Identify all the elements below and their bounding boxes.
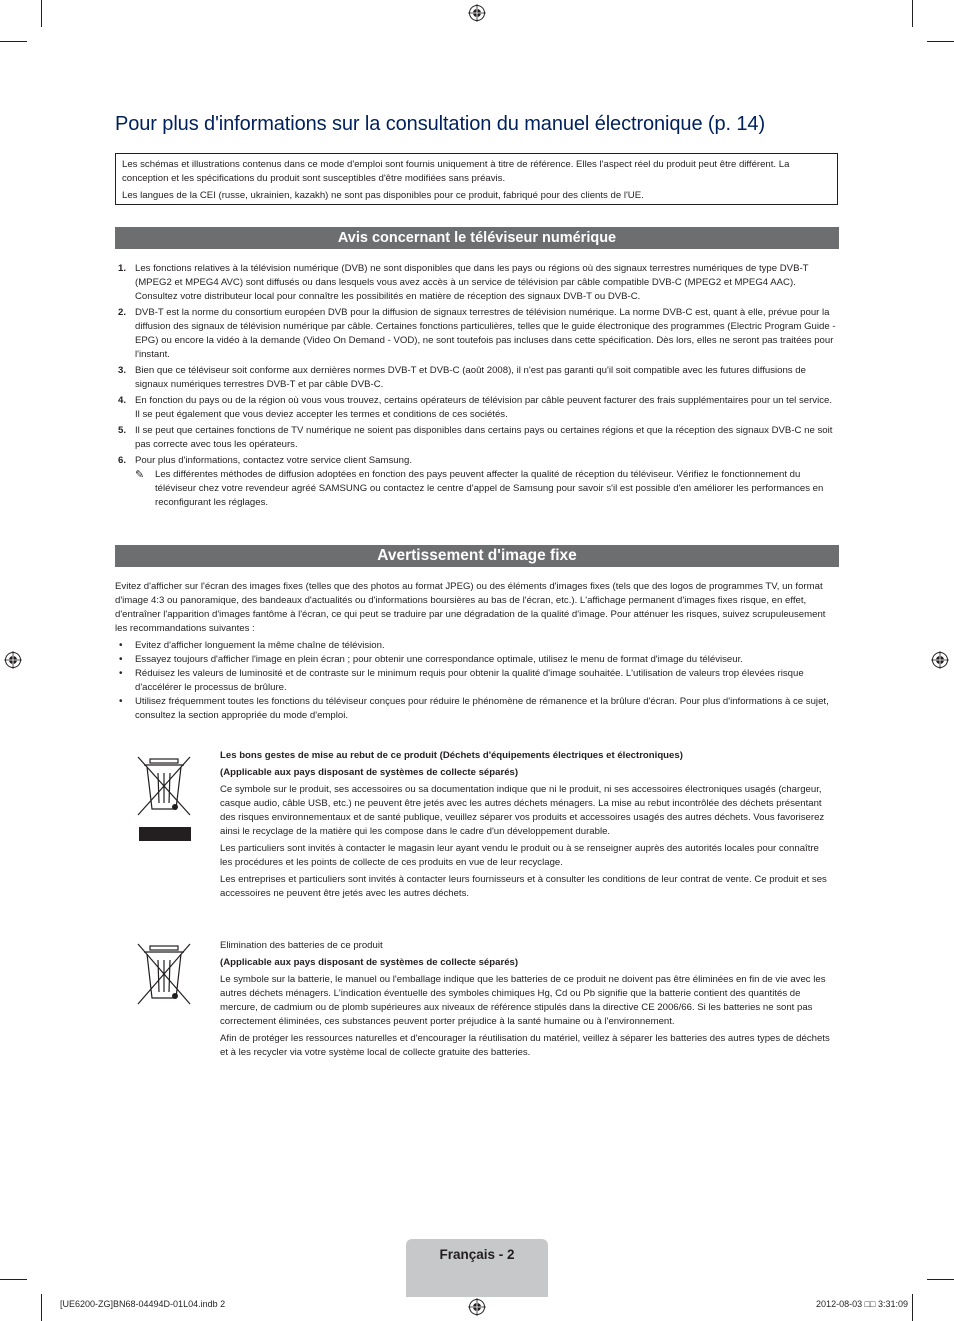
registration-mark-icon	[931, 651, 949, 669]
bullet-item: • Evitez d'afficher longuement la même chaîne de télévision.	[115, 639, 839, 653]
bullet-item: • Essayez toujours d'afficher l'image en plein écran ; pour obtenir une correspondance optimale, utilisez le menu de format d'image du téléviseur.	[115, 653, 839, 667]
item-number: 6.	[118, 455, 127, 466]
item-number: 5.	[118, 425, 127, 436]
battery-paragraph: Le symbole sur la batterie, le manuel ou l'emballage indique que les batteries de ce produit ne doivent pas être éliminées en fin de vie avec les autres déchets ménagers. L'indication éventuelle des symboles chimiques Hg, Cd ou Pb signifie que la batterie contient des quantités de mercure, de cadmium ou de plomb supérieures aux niveaux de référence stipulés dans la directive CE 2006/66. Si les batteries ne sont pas correctement éliminées, ces substances peuvent porter préjudice à la santé humaine ou à l'environnement.	[220, 974, 826, 1027]
weee-title: Les bons gestes de mise au rebut de ce produit (Déchets d'équipements électriques et électroniques)	[220, 750, 683, 761]
list-item	[115, 364, 839, 392]
crop-mark	[927, 41, 954, 42]
page-label: Français - 2	[439, 1247, 515, 1262]
sub-note	[135, 468, 839, 510]
list-item	[115, 454, 839, 510]
list-item	[115, 424, 839, 452]
item-number: 1.	[118, 263, 127, 274]
still-image-bullets	[115, 639, 839, 723]
crop-mark	[927, 1279, 954, 1280]
registration-mark-icon	[468, 4, 486, 22]
item-number: 3.	[118, 365, 127, 376]
weee-paragraph: Les particuliers sont invités à contacter le magasin leur ayant vendu le produit ou à se renseigner auprès des autorités locales pour connaître les procédures et les points de collecte de ces produits en vue de leur recyclage.	[220, 843, 819, 868]
section-heading-still-image: Avertissement d'image fixe	[115, 545, 839, 567]
crop-mark	[912, 0, 913, 27]
item-text: Les fonctions relatives à la télévision numérique (DVB) ne sont disponibles que dans les pays ou régions où des signaux terrestres numériques de type DVB-T (MPEG2 et MPEG4 AVC) sont diffusés ou dans lesquels vous avez accès à un service de télévision par câble compatible DVB-C (MPEG2 et MPEG4 AAC). Consultez votre distributeur local pour connaître les possibilités en matière de réception des signaux DVB-T ou DVB-C.	[135, 263, 809, 302]
crop-mark	[41, 0, 42, 27]
notice-text: Les langues de la CEI (russe, ukrainien, kazakh) ne sont pas disponibles pour ce produit, fabriqué pour des clients de l'UE.	[122, 190, 644, 201]
item-number: 4.	[118, 395, 127, 406]
list-item	[115, 306, 839, 362]
crop-mark	[0, 1279, 27, 1280]
battery-subtitle: (Applicable aux pays disposant de systèmes de collecte séparés)	[220, 957, 519, 968]
digital-tv-list	[115, 262, 839, 512]
registration-mark-icon	[4, 651, 22, 669]
weee-paragraph: Les entreprises et particuliers sont invités à contacter leurs fournisseurs et à consulter les conditions de leur contrat de vente. Ce produit et ses accessoires ne peuvent être jetés avec les autres déchets.	[220, 874, 827, 899]
weee-paragraph: Ce symbole sur le produit, ses accessoires ou sa documentation indique que ni le produit, ni ses accessoires électroniques usagés (chargeur, casque audio, câble USB, etc.) ne peuvent être jetés avec les autres déchets ménagers. La mise au rebut incontrôlée des déchets présentant des risques environnementaux et de santé publique, veuillez séparer vos produits et accessoires usagés des autres déchets. Vous favoriserez ainsi le recyclage de la matière qui les compose dans le cadre d'un développement durable.	[220, 784, 825, 837]
item-text: Il se peut que certaines fonctions de TV numérique ne soient pas disponibles dans certains pays ou certaines régions et que la réception des signaux DVB-C ne soit pas correcte avec tous les opérateurs.	[135, 425, 833, 450]
page-title: Pour plus d'informations sur la consultation du manuel électronique (p. 14)	[115, 113, 766, 135]
page-number-tab	[406, 1239, 548, 1297]
crop-mark	[912, 1294, 913, 1321]
weee-subtitle: (Applicable aux pays disposant de systèmes de collecte séparés)	[220, 767, 519, 778]
list-item	[115, 394, 839, 422]
item-text: Pour plus d'informations, contactez votre service client Samsung.	[135, 455, 412, 466]
battery-paragraph: Afin de protéger les ressources naturelles et d'encourager la réutilisation du matériel, veillez à séparer les batteries des autres types de déchets et à les recycler via votre système local de collecte gratuite des batteries.	[220, 1033, 830, 1058]
pencil-note-icon: ✎	[135, 469, 145, 481]
notice-box	[115, 153, 838, 205]
item-number: 2.	[118, 307, 127, 318]
print-slug-right: 2012-08-03 □□ 3:31:09	[816, 1299, 908, 1309]
note-text: Les différentes méthodes de diffusion adoptées en fonction des pays peuvent affecter la qualité de réception du téléviseur. Vérifiez le fonctionnement du téléviseur chez votre revendeur agréé SAMSUNG ou contactez le centre d'appel de Samsung pour savoir s'il est possible d'en améliorer les performances en reconfigurant les réglages.	[155, 469, 824, 508]
notice-text: Les schémas et illustrations contenus dans ce mode d'emploi sont fournis uniquement à titre de référence. Elles l'aspect réel du produit peut être différent. La conception et les spécifications du produit sont susceptibles d'être modifiées sans préavis.	[122, 159, 790, 184]
bullet-item: • Réduisez les valeurs de luminosité et de contraste sur le minimum requis pour obtenir la qualité d'image souhaitée. L'utilisation de valeurs trop élevées risque d'accélérer le processus de brûlure.	[115, 667, 839, 695]
item-text: DVB-T est la norme du consortium européen DVB pour la diffusion de signaux terrestres de télévision numérique. La norme DVB-C est, quant à elle, prévue pour la diffusion des signaux de télévision numérique par câble. Certaines fonctions particulières, telles que le guide électronique des programmes (Electric Program Guide - EPG) ou encore la vidéo à la demande (Video On Demand - VOD), ne sont toutefois pas incluses dans cette spécification. Dès lors, elles ne seront pas traitées pour l'instant.	[135, 307, 836, 360]
battery-title: Elimination des batteries de ce produit	[220, 940, 383, 951]
crop-mark	[41, 1294, 42, 1321]
bullet-item: • Utilisez fréquemment toutes les fonctions du téléviseur conçues pour réduire le phénomène de rémanence et la brûlure d'écran. Pour plus d'informations à ce sujet, consultez la section appropriée du mode d'emploi.	[115, 695, 839, 723]
weee-bin-icon	[134, 753, 194, 843]
still-image-intro: Evitez d'afficher sur l'écran des images fixes (telles que des photos au format JPEG) ou des éléments d'images fixes (tels que des logos de programmes TV, un format d'image 4:3 ou panoramique, des bandeaux d'actualités ou d'informations boursières au bas de l'écran, etc.). L'affichage permanent d'images fixes risque, en effet, d'entraîner l'apparition d'images fantôme à l'écran, ce qui peut se traduire par une dégradation de la qualité d'image. Pour atténuer les risques, suivez scrupuleusement les recommandations suivantes :	[115, 581, 826, 634]
list-item	[115, 262, 839, 304]
battery-text-block	[220, 939, 830, 1060]
item-text: En fonction du pays ou de la région où vous vous trouvez, certains opérateurs de télévision par câble peuvent facturer des frais supplémentaires pour un tel service. Il se peut également que vous deviez accepter les termes et conditions de ces sociétés.	[135, 395, 833, 420]
weee-text-block	[220, 749, 830, 901]
print-slug-left: [UE6200-ZG]BN68-04494D-01L04.indb 2	[60, 1299, 226, 1309]
item-text: Bien que ce téléviseur soit conforme aux dernières normes DVB-T et DVB-C (août 2008), il n'est pas garanti qu'il soit compatible avec les futures diffusions de signaux numériques terrestres DVB-T et par câble DVB-C.	[135, 365, 806, 390]
registration-mark-icon	[468, 1298, 486, 1316]
section-heading-digital-tv: Avis concernant le téléviseur numérique	[115, 227, 839, 249]
battery-bin-icon	[134, 940, 194, 1008]
crop-mark	[0, 41, 27, 42]
